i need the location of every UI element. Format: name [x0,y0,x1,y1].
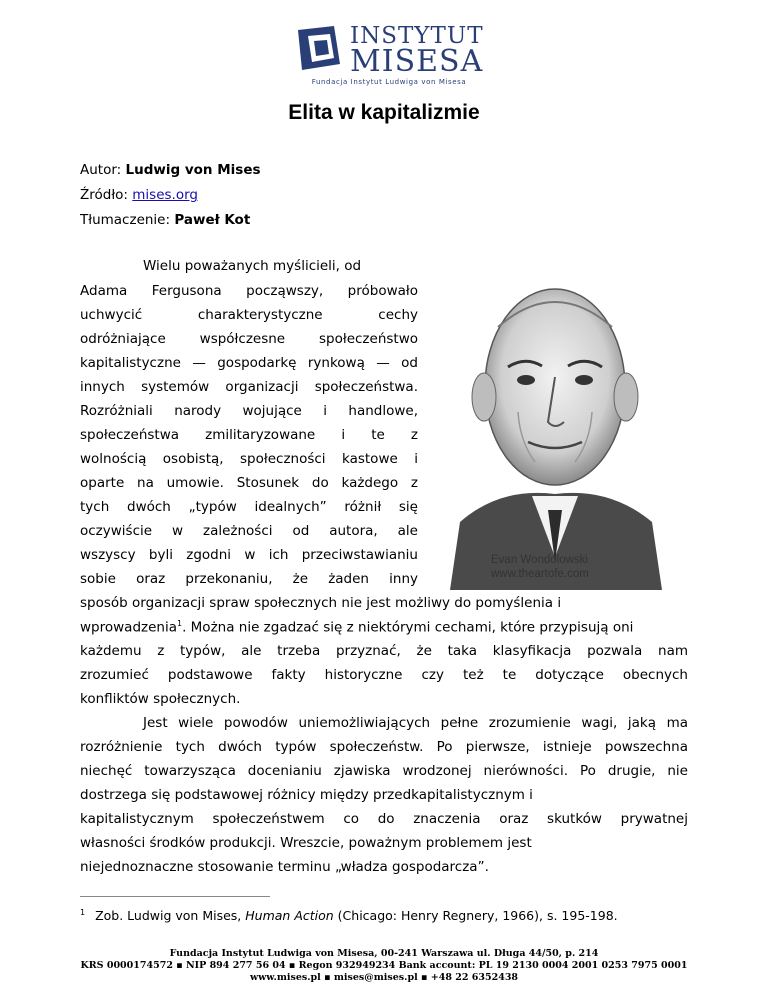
translation-label: Tłumaczenie: [80,212,171,228]
logo-mark-icon [294,24,344,74]
paragraph2-line: niechęć towarzysząca docenianiu zjawiska wrodzonej nierówności. Po drugie, nie [80,763,688,779]
document-title: Elita w kapitalizmie [288,101,480,124]
paragraph1-line: tych dwóch „typów idealnych” różnił się [80,499,418,515]
footnote: $^1$ Zob. Ludwig von Mises, Human Action (Chicago: Henry Regnery, 1966), s. 195-198. [80,908,618,924]
logo-text-instytut: INSTYTUT [350,23,484,49]
portrait-credit [491,553,589,581]
paragraph1-line: sobie oraz przekonaniu, że żaden inny [80,571,418,587]
portrait-image [440,272,670,590]
credit-site: www.theartofe.com [491,568,589,580]
footer-registration: KRS 0000174572 ▪ NIP 894 277 56 04 ▪ Regon 932949234 Bank account: PL 19 2130 0004 2001 0253 7975 0001 [80,960,688,971]
footer-contact: www.mises.pl ▪ mises@mises.pl ▪ +48 22 6352438 [249,972,519,983]
paragraph2-line: niejednoznaczne stosowanie terminu „władza gospodarcza”. [80,859,489,875]
paragraph1-line: oczywiście w zależności od autora, ale [80,523,418,539]
paragraph2-line: własności środków produkcji. Wreszcie, poważnym problemem jest [80,835,532,851]
paragraph1-line: Rozróżniali narody wojujące i handlowe, [80,403,418,419]
author-name: Ludwig von Mises [125,162,261,178]
source-label: Źródło: [80,187,128,203]
paragraph1-line: konfliktów społecznych. [80,691,241,707]
paragraph2-line: kapitalistycznym społeczeństwem co do znaczenia oraz skutków prywatnej [80,811,688,827]
footnote-divider [80,896,270,897]
paragraph1-line: kapitalistyczne — gospodarkę rynkową — od [80,355,418,371]
paragraph1-line: Adama Fergusona począwszy, próbowało [80,283,418,299]
paragraph1-line: wprowadzenia$^1$. Można nie zgadzać się z niektórymi cechami, które przypisują oni [80,619,634,636]
paragraph2-line: dostrzega się podstawowej różnicy między przedkapitalistycznym i [80,787,533,803]
author-line [80,162,261,178]
author-label: Autor: [80,162,122,178]
logo-text-misesa: MISESA [350,44,484,79]
book-title: Human Action [245,908,334,924]
institute-logo [294,22,484,88]
paragraph1-line: odróżniające współczesne społeczeństwo [80,331,418,347]
footer-address: Fundacja Instytut Ludwiga von Misesa, 00-241 Warszawa ul. Długa 44/50, p. 214 [169,948,599,959]
source-link[interactable]: mises.org [132,187,198,203]
text-line: Wielu poważanych myślicieli, od [143,258,362,274]
paragraph1-line: oparte na umowie. Stosunek do każdego z [80,475,418,491]
paragraph1-line: zrozumieć podstawowe fakty historyczne czy też te dotyczące obecnych [80,667,688,683]
paragraph1-line: sposób organizacji spraw społecznych nie jest możliwy do pomyślenia i [80,595,562,611]
translator-name: Paweł Kot [174,212,251,228]
paragraph1-line: społeczeństwa zmilitaryzowane i te z [80,427,418,443]
paragraph1-line [80,258,418,274]
translation-line [80,212,250,228]
paragraph1-line: każdemu z typów, ale trzeba przyznać, że taka klasyfikacja pozwala nam [80,643,688,659]
paragraph1-line: wszyscy byli zgodni w ich przeciwstawianiu [80,547,418,563]
paragraph2-line: rozróżnienie tych dwóch typów społeczeństw. Po pierwsze, istnieje powszechna [80,739,688,755]
footnote-marker[interactable]: 1 [176,619,183,628]
paragraph1-line: innych systemów organizacji społeczeństwa. [80,379,418,395]
paragraph1-line: wolnością osobistą, społeczności kastowe i [80,451,418,467]
logo-tagline: Fundacja Instytut Ludwiga von Misesa [311,78,467,86]
paragraph2-line: Jest wiele powodów uniemożliwiających pełne zrozumienie wagi, jaką ma [143,715,688,731]
source-line [80,187,198,203]
credit-artist: Evan Wondolowski [491,554,588,566]
paragraph1-line: uchwycić charakterystyczne cechy [80,307,418,323]
footnote-number: 1 [80,908,86,917]
